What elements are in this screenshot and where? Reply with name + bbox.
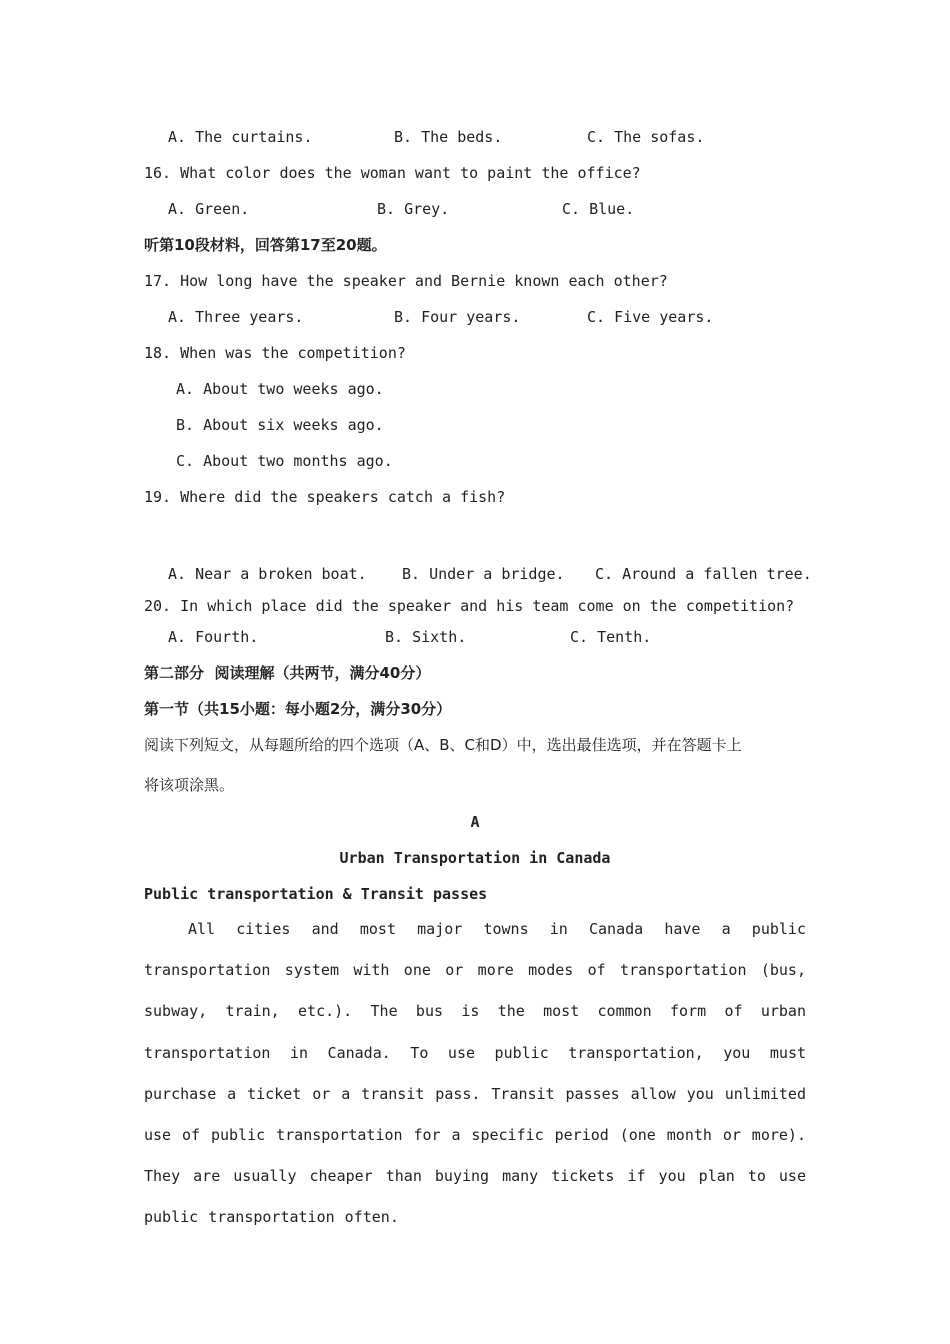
q20-option-a: A. Fourth. (168, 628, 259, 646)
q16-option-c: C. Blue. (562, 200, 635, 218)
instruction-line-2: 将该项涂黑。 (144, 776, 235, 794)
q17-option-a: A. Three years. (168, 308, 304, 326)
q16-question: 16. What color does the woman want to paint the office? (144, 164, 641, 182)
q18-option-c: C. About two months ago. (176, 452, 393, 470)
q15-option-a: A. The curtains. (168, 128, 313, 146)
paragraph-text: All cities and most major towns in Canada have a public transportation system with one or more modes of transportation (bus, subway, train, etc.). The bus is the most common form of urban transportation in Canada. To use public transportation, you must purchase a ticket or a transit pass. Transit passes allow you unlimited use of public transportation for a specific period (one month or more). They are usually cheaper than buying many tickets if you plan to use public transportation often. (144, 920, 806, 1227)
q17-option-c: C. Five years. (587, 308, 714, 326)
q19-question: 19. Where did the speakers catch a fish? (144, 488, 506, 506)
q19-option-b: B. Under a bridge. (402, 565, 565, 583)
q20-option-b: B. Sixth. (385, 628, 467, 646)
q18-option-a: A. About two weeks ago. (176, 380, 384, 398)
q17-option-b: B. Four years. (394, 308, 521, 326)
q17-question: 17. How long have the speaker and Bernie known each other? (144, 272, 668, 290)
q16-option-a: A. Green. (168, 200, 250, 218)
q15-option-c: C. The sofas. (587, 128, 705, 146)
passage-paragraph (144, 909, 806, 1239)
section10-heading: 听第10段材料，回答第17至20题。 (144, 236, 387, 254)
q19-option-a: A. Near a broken boat. (168, 565, 367, 583)
q15-option-b: B. The beds. (394, 128, 503, 146)
q18-option-b: B. About six weeks ago. (176, 416, 384, 434)
q20-question: 20. In which place did the speaker and his team come on the competition? (144, 597, 795, 615)
section1-heading: 第一节（共15小题：每小题2分，满分30分） (144, 700, 452, 718)
subheading: Public transportation & Transit passes (144, 885, 488, 903)
instruction-line-1: 阅读下列短文，从每题所给的四个选项（A、B、C和D）中，选出最佳选项，并在答题卡上 (144, 736, 742, 754)
q18-question: 18. When was the competition? (144, 344, 406, 362)
passage-letter: A (470, 813, 480, 831)
passage-title: Urban Transportation in Canada (339, 849, 611, 867)
q16-option-b: B. Grey. (377, 200, 450, 218)
q20-option-c: C. Tenth. (570, 628, 652, 646)
part2-heading: 第二部分 阅读理解（共两节，满分40分） (144, 664, 431, 682)
q19-option-c: C. Around a fallen tree. (595, 565, 812, 583)
